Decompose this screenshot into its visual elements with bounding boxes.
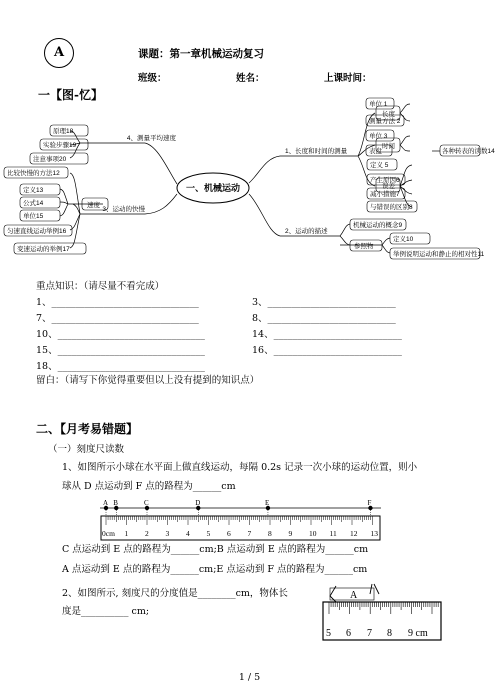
mm-cmp12: 比较快慢的方法12 — [7, 170, 60, 177]
mm-mech9: 机械运动的概念9 — [353, 222, 403, 229]
mm-def10: 定义10 — [393, 236, 414, 243]
mm-def5: 定义 5 — [370, 162, 389, 169]
ruler2-tick-9: 9 cm — [408, 628, 428, 639]
mm-d13: 定义13 — [23, 187, 44, 194]
mm-center: 一、机械运动 — [185, 183, 241, 193]
q1-line2: 球从 D 点运动到 F 点的路程为______cm — [62, 481, 236, 492]
ruler1-point-label: C — [144, 499, 149, 507]
mm-length: 长度 — [382, 111, 395, 118]
ruler2-object-label: A — [350, 590, 358, 601]
ruler2-tick-8: 8 — [387, 628, 392, 639]
ruler1-point-label: A — [103, 499, 109, 507]
ruler1-tick-label: 3 — [165, 529, 170, 538]
mm-branch-4: 4、测量平均速度 — [126, 135, 176, 142]
mm-ex11: 举例说明运动和静止的相对性11 — [393, 251, 485, 258]
ruler1-tick-label: 0cm — [102, 529, 115, 538]
mm-reduce7: 减小措施7 — [370, 191, 400, 198]
ruler-1 — [100, 500, 382, 542]
mm-branch-1: 1、长度和时间的测量 — [285, 148, 348, 155]
mm-unit1: 单位 1 — [369, 101, 388, 108]
mm-u15: 单位15 — [23, 213, 44, 220]
q1-line3: C 点运动到 E 点的路程为______cm;B 点运动到 E 点的路程为______cm — [62, 544, 369, 555]
ruler2-tick-7: 7 — [367, 628, 372, 639]
ruler1-tick-label: 7 — [247, 529, 252, 538]
mm-note20: 注意事项20 — [33, 156, 67, 163]
q2-line2: 度是__________ cm; — [62, 606, 150, 617]
key-label: 重点知识：（请尽量不看完成） — [36, 281, 165, 292]
q1-line1: 1、如图所示小球在水平面上做直线运动，每隔 0.2s 记录一次小球的运动位置，则小 — [62, 462, 418, 473]
page-title: 课题：第一章机械运动复习 — [138, 48, 264, 60]
key-row-2-left: 7、_______________________________ — [36, 313, 199, 324]
mm-cause6: 产生原因6 — [370, 177, 400, 184]
key-row-1-left: 1、_______________________________ — [36, 297, 199, 308]
mm-dial-note: 各种转表的读数14 — [442, 148, 495, 155]
ruler1-tick-label: 10 — [309, 529, 317, 538]
mm-time: 时间 — [382, 143, 395, 150]
key-row-3-left: 10、_______________________________ — [36, 329, 205, 340]
q1-line4: A 点运动到 E 点的路程为______cm;E 点运动到 F 点的路程为______cm — [62, 564, 368, 575]
mm-unit3: 单位 3 — [369, 133, 388, 140]
ruler1-tick-label: 9 — [288, 529, 293, 538]
section-1-heading: 一【图-忆】 — [38, 88, 103, 102]
mm-dial: 表盘 — [369, 148, 382, 155]
mm-branch-3: 3、运动的快慢 — [102, 206, 145, 213]
ruler1-point-label: D — [195, 499, 201, 507]
ruler1-tick-label: 12 — [350, 529, 358, 538]
ruler1-point-label: E — [264, 499, 270, 507]
mm-branch-2: 2、运动的描述 — [285, 228, 328, 235]
mm-tool2: 测量方法 2 — [369, 118, 401, 125]
mm-f14: 公式14 — [23, 200, 44, 207]
ruler1-tick-label: 6 — [227, 529, 231, 538]
mm-step19: 实验步骤19 — [43, 142, 77, 149]
key-row-3-right: 14、___________________________ — [252, 329, 402, 340]
mm-diff8: 与错误的区别8 — [370, 204, 413, 211]
key-row-1-right: 3、___________________________ — [252, 297, 396, 308]
ruler-2 — [322, 580, 442, 642]
ruler1-tick-label: 5 — [206, 529, 211, 538]
time-label: 上课时间： — [324, 73, 372, 84]
mm-ref: 参照物 — [354, 243, 374, 250]
mind-map — [7, 98, 495, 268]
free-note: 留白：（请写下你觉得重要但以上没有提到的知识点） — [36, 375, 260, 386]
key-row-4-right: 16、___________________________ — [252, 345, 402, 356]
page-number: 1 / 5 — [238, 672, 261, 683]
mm-error: 误差 — [382, 183, 395, 190]
ruler1-point-label: B — [113, 499, 118, 507]
ruler1-tick-label: 13 — [370, 529, 378, 538]
ruler1-tick-label: 11 — [329, 529, 337, 538]
ruler1-point-label: F — [367, 499, 372, 507]
ruler2-tick-5: 5 — [326, 628, 331, 639]
ruler1-tick-label: 8 — [268, 529, 272, 538]
mm-uniform16: 匀速直线运动举例16 — [7, 228, 67, 235]
sub-heading: （一）刻度尺读数 — [48, 444, 125, 455]
class-label: 班级： — [138, 73, 167, 84]
key-row-5-left: 18、_______________________________ — [36, 361, 205, 372]
ruler1-tick-label: 2 — [145, 529, 149, 538]
ruler1-tick-label: 1 — [124, 529, 129, 538]
mm-speed: 速度 — [87, 202, 100, 209]
mm-var17: 变速运动的举例17 — [17, 246, 70, 253]
q2-line1: 2、如图所示, 刻度尺的分度值是________cm，物体长 — [62, 588, 288, 599]
ruler2-tick-6: 6 — [346, 628, 351, 639]
key-row-2-right: 8、___________________________ — [252, 313, 396, 324]
name-label: 姓名： — [236, 73, 265, 84]
mm-p18: 原理18 — [53, 128, 74, 135]
ruler1-tick-label: 4 — [186, 529, 190, 538]
section-2-heading: 二、【月考易错题】 — [36, 422, 139, 436]
key-row-4-left: 15、_______________________________ — [36, 345, 205, 356]
unit-badge: A — [44, 38, 74, 68]
